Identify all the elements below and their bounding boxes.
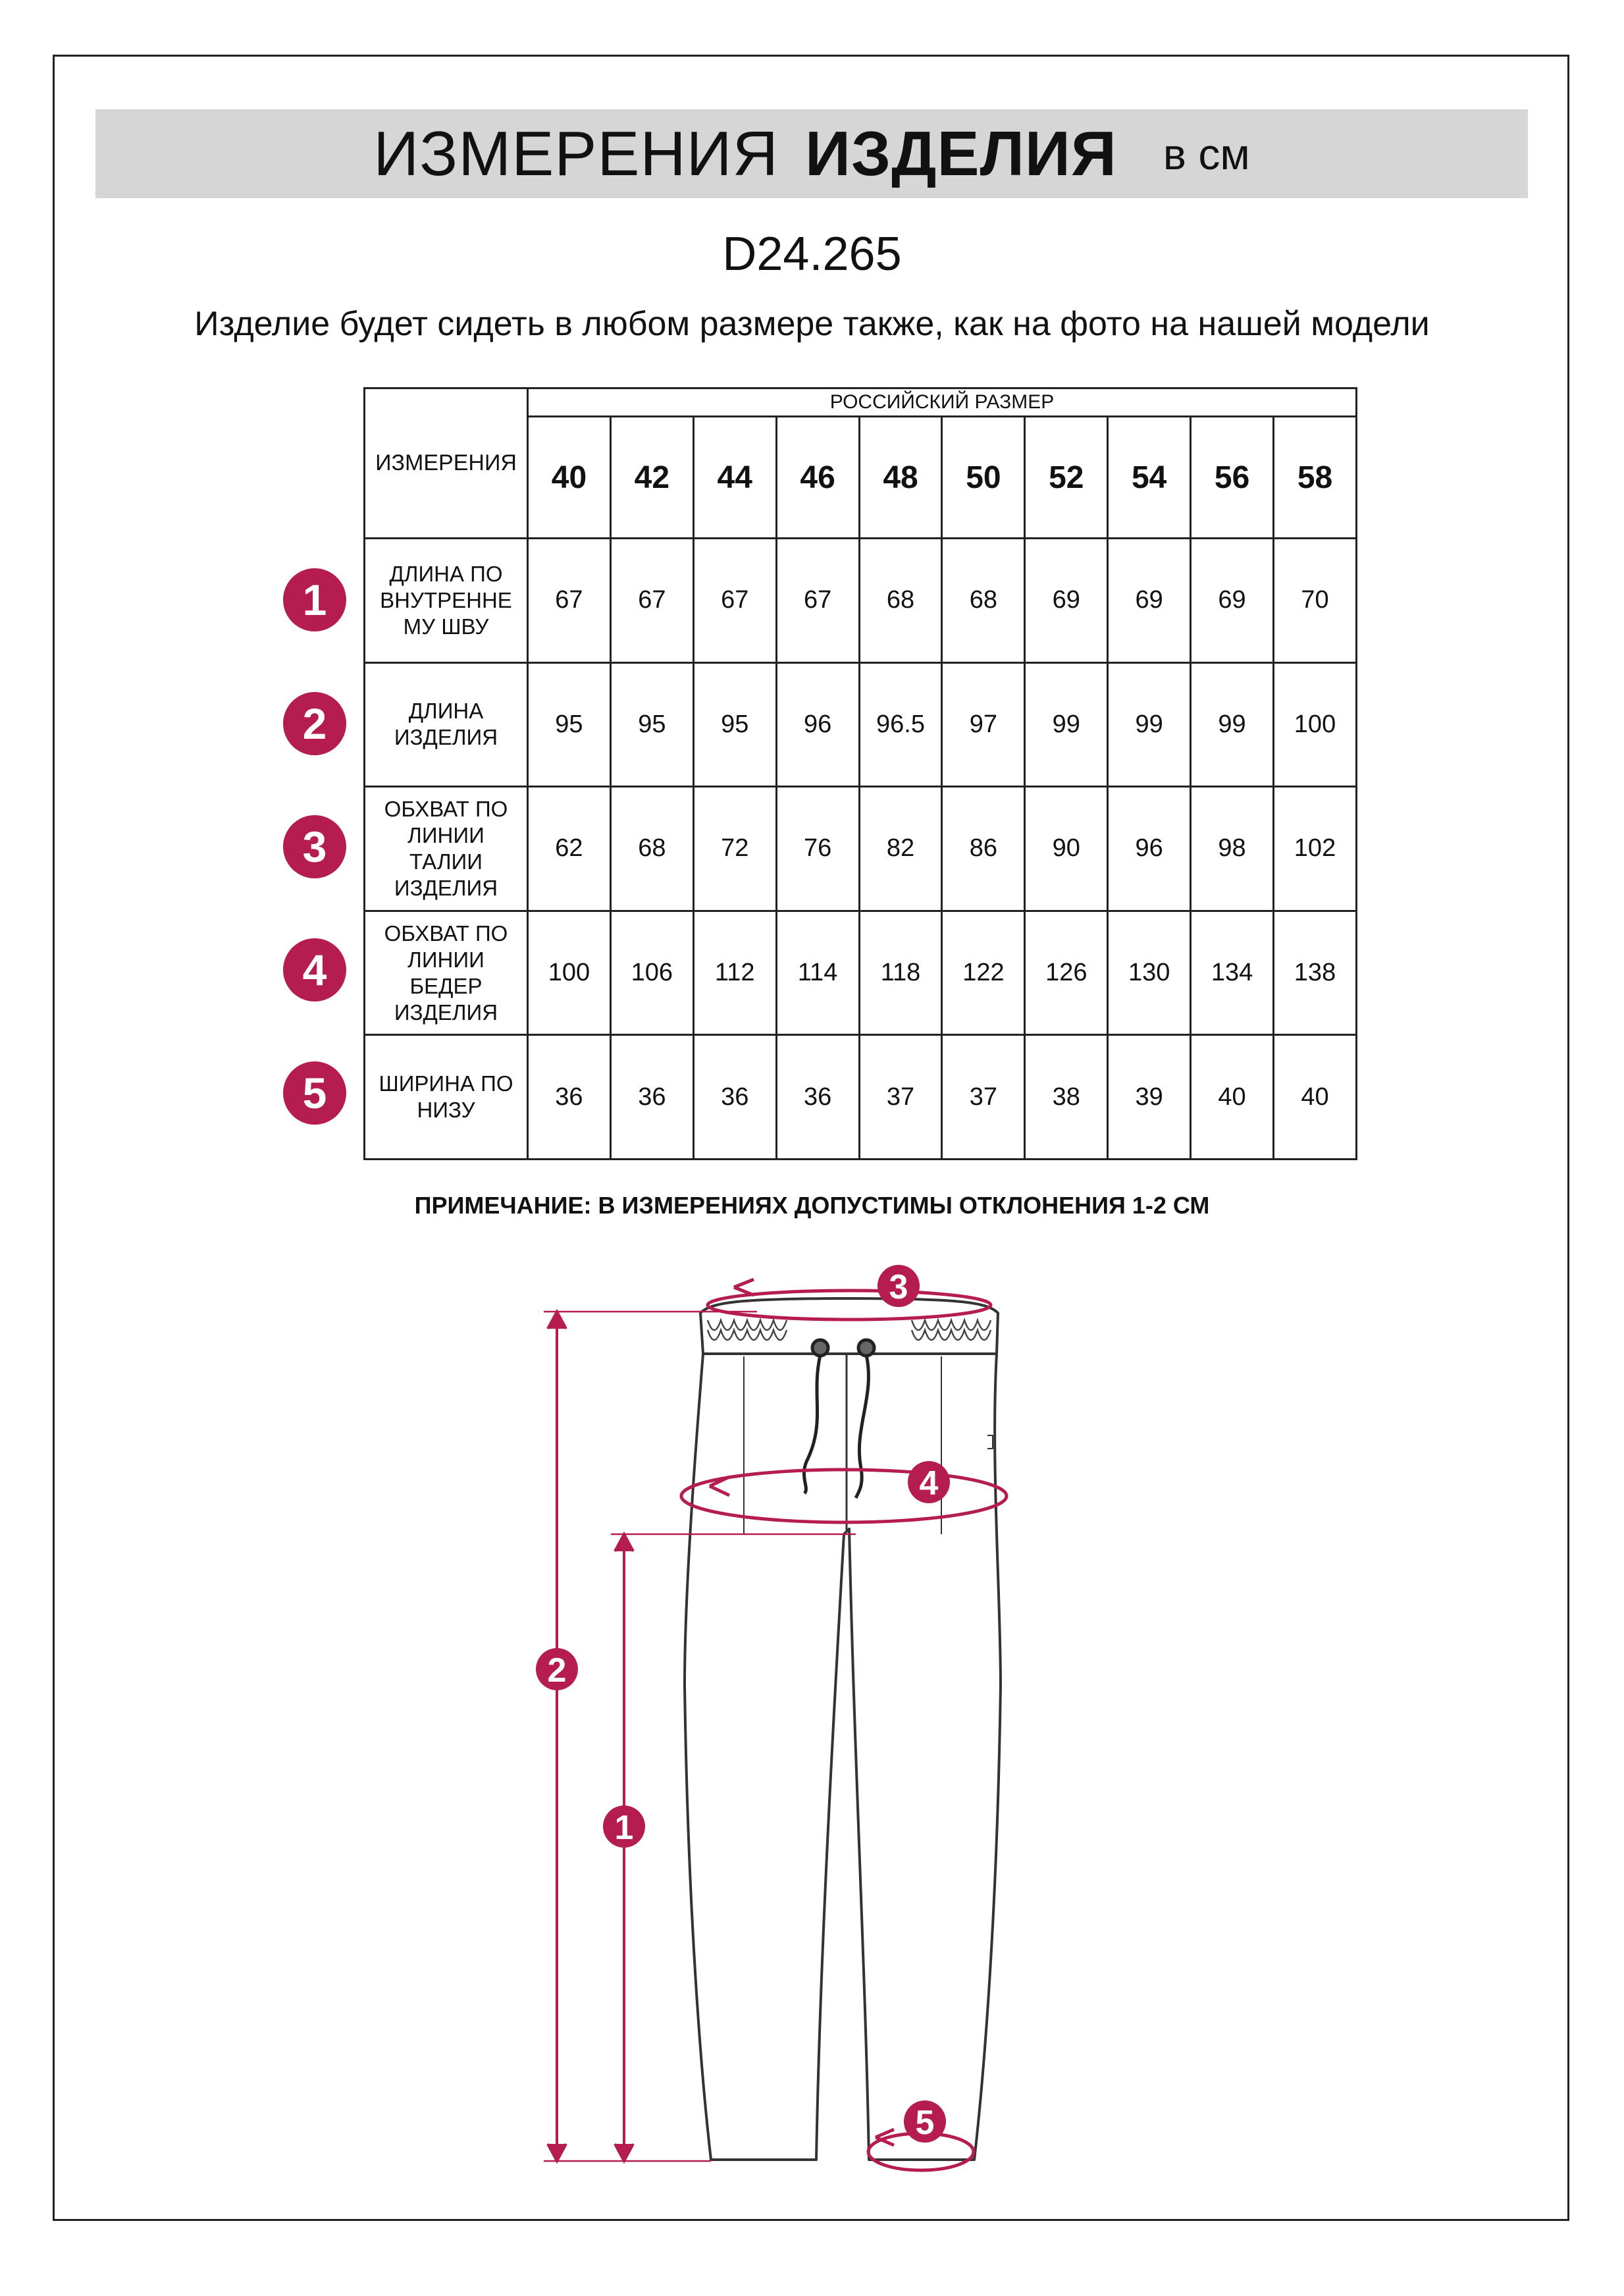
row-label-line: НИЗУ — [417, 1098, 475, 1123]
row-label-line: БЕДЕР — [409, 973, 483, 998]
value-cell: 134 — [1191, 911, 1274, 1035]
value-cell: 100 — [1274, 662, 1357, 787]
row-label-line: ОБХВАТ ПО — [384, 921, 508, 946]
value-cell: 99 — [1025, 662, 1108, 787]
value-cell: 99 — [1191, 662, 1274, 787]
size-cell: 52 — [1025, 417, 1108, 539]
value-cell: 76 — [776, 787, 859, 911]
value-cell: 90 — [1025, 787, 1108, 911]
value-cell: 67 — [693, 538, 776, 662]
row-label-line: ЛИНИИ — [407, 822, 485, 847]
pants-outline — [685, 1298, 1001, 2160]
value-cell: 95 — [693, 662, 776, 787]
value-cell: 138 — [1274, 911, 1357, 1035]
marker-5 — [904, 2100, 946, 2143]
value-cell: 122 — [942, 911, 1025, 1035]
value-cell: 106 — [610, 911, 693, 1035]
svg-text:2: 2 — [547, 1651, 567, 1690]
value-cell: 62 — [528, 787, 611, 911]
value-cell: 36 — [610, 1035, 693, 1160]
value-cell: 99 — [1108, 662, 1191, 787]
size-system-header: РОССИЙСКИЙ РАЗМЕР — [528, 388, 1357, 417]
value-cell: 118 — [859, 911, 942, 1035]
row-label-line: ДЛИНА ПО — [389, 561, 503, 586]
marker-4 — [908, 1461, 950, 1503]
row-label-line: ОБХВАТ ПО — [384, 796, 508, 821]
value-cell: 36 — [776, 1035, 859, 1160]
svg-text:4: 4 — [919, 1464, 939, 1503]
value-cell: 69 — [1108, 538, 1191, 662]
value-cell: 102 — [1274, 787, 1357, 911]
value-cell: 82 — [859, 787, 942, 911]
size-cell: 54 — [1108, 417, 1191, 539]
value-cell: 37 — [942, 1035, 1025, 1160]
marker-1 — [603, 1805, 645, 1848]
row-label-line: ИЗДЕЛИЯ — [394, 875, 498, 900]
size-cell: 46 — [776, 417, 859, 539]
row-number-badge: 5 — [283, 1061, 346, 1125]
size-cell: 50 — [942, 417, 1025, 539]
value-cell: 130 — [1108, 911, 1191, 1035]
row-number-badge: 2 — [283, 692, 346, 755]
size-cell: 48 — [859, 417, 942, 539]
row-label-line: ТАЛИИ — [409, 849, 483, 874]
value-cell: 68 — [859, 538, 942, 662]
value-cell: 70 — [1274, 538, 1357, 662]
value-cell: 112 — [693, 911, 776, 1035]
row-number-badge: 3 — [283, 815, 346, 878]
row-number-badge: 1 — [283, 568, 346, 631]
svg-text:5: 5 — [915, 2104, 935, 2142]
value-cell: 126 — [1025, 911, 1108, 1035]
svg-text:1: 1 — [614, 1809, 634, 1847]
title-unit: в см — [1163, 129, 1250, 178]
row-label-line: ДЛИНА — [408, 699, 484, 724]
fit-note: Изделие будет сидеть в любом размере также, как на фото на нашей модели — [194, 305, 1430, 343]
drawstring — [804, 1340, 874, 1498]
value-cell: 68 — [610, 787, 693, 911]
value-cell: 40 — [1191, 1035, 1274, 1160]
value-cell: 67 — [776, 538, 859, 662]
value-cell: 114 — [776, 911, 859, 1035]
row-label-line: МУ ШВУ — [403, 614, 489, 639]
value-cell: 95 — [610, 662, 693, 787]
value-cell: 72 — [693, 787, 776, 911]
value-cell: 69 — [1191, 538, 1274, 662]
value-cell: 67 — [528, 538, 611, 662]
row-label-line: ИЗДЕЛИЯ — [394, 725, 498, 750]
waistband-gathers — [708, 1320, 991, 1340]
value-cell: 36 — [693, 1035, 776, 1160]
row-label-line: ЛИНИИ — [407, 947, 485, 972]
row-label-line: ШИРИНА ПО — [379, 1071, 513, 1096]
value-cell: 39 — [1108, 1035, 1191, 1160]
tolerance-note: ПРИМЕЧАНИЕ: В ИЗМЕРЕНИЯХ ДОПУСТИМЫ ОТКЛОНЕНИЯ 1-2 СМ — [414, 1192, 1210, 1219]
value-cell: 97 — [942, 662, 1025, 787]
value-cell: 96 — [1108, 787, 1191, 911]
title-bold: ИЗДЕЛИЯ — [805, 118, 1117, 189]
title-regular: ИЗМЕРЕНИЯ — [373, 118, 779, 189]
value-cell: 96 — [776, 662, 859, 787]
size-cell: 56 — [1191, 417, 1274, 539]
svg-text:3: 3 — [889, 1268, 908, 1306]
value-cell: 36 — [528, 1035, 611, 1160]
size-cell: 40 — [528, 417, 611, 539]
hip-measure — [681, 1470, 1007, 1522]
value-cell: 68 — [942, 538, 1025, 662]
row-label-line: ИЗДЕЛИЯ — [394, 1000, 498, 1025]
marker-3 — [877, 1265, 920, 1307]
marker-2 — [536, 1648, 578, 1690]
value-cell: 67 — [610, 538, 693, 662]
value-cell: 98 — [1191, 787, 1274, 911]
size-cell: 42 — [610, 417, 693, 539]
size-cell: 44 — [693, 417, 776, 539]
value-cell: 37 — [859, 1035, 942, 1160]
row-label-line: ВНУТРЕННЕ — [380, 587, 512, 612]
row-number-badge: 4 — [283, 938, 346, 1001]
product-code: D24.265 — [722, 228, 902, 280]
outseam-measure — [544, 1312, 757, 2161]
size-cell: 58 — [1274, 417, 1357, 539]
value-cell: 95 — [528, 662, 611, 787]
value-cell: 100 — [528, 911, 611, 1035]
measurement-header: ИЗМЕРЕНИЯ — [365, 388, 528, 539]
value-cell: 38 — [1025, 1035, 1108, 1160]
value-cell: 40 — [1274, 1035, 1357, 1160]
value-cell: 86 — [942, 787, 1025, 911]
value-cell: 69 — [1025, 538, 1108, 662]
value-cell: 96.5 — [859, 662, 942, 787]
